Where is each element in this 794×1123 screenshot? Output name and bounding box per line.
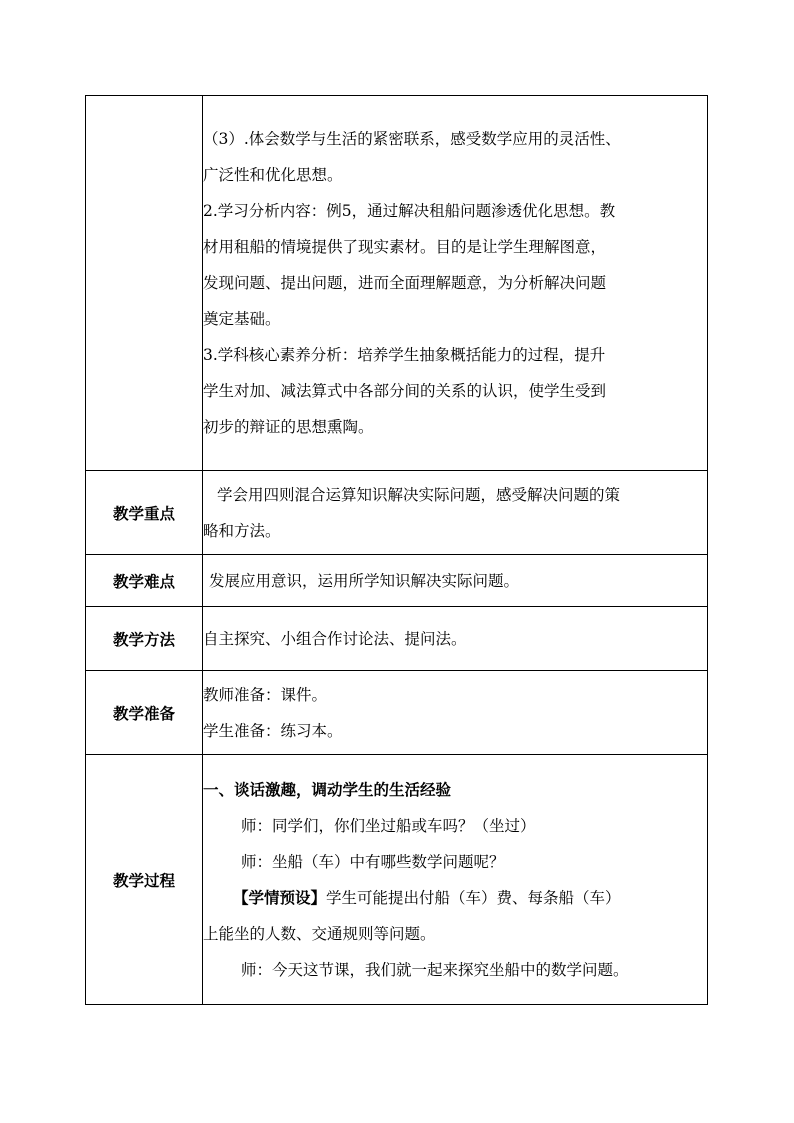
objectives-cell (203, 96, 708, 471)
content-line: 学生对加、减法算式中各部分间的关系的认识，使学生受到 (203, 382, 607, 400)
content-line: 初步的辩证的思想熏陶。 (203, 418, 374, 436)
content-line: 略和方法。 (203, 521, 281, 540)
preparation-row (86, 671, 708, 755)
content-line: 师：同学们，你们坐过船或车吗？（坐过） (241, 816, 536, 835)
process-cell (203, 755, 708, 1005)
row-label-process: 教学过程 (86, 755, 203, 1005)
row-label-difficulties: 教学难点 (86, 555, 203, 607)
preparation-cell (203, 671, 708, 755)
preset-tag: 【学情预设】 (233, 887, 327, 907)
content-line: 广泛性和优化思想。 (203, 166, 343, 184)
content-line: 2.学习分析内容：例5，通过解决租船问题渗透优化思想。教 (203, 202, 616, 220)
content-line: （3）.体会数学与生活的紧密联系，感受数学应用的灵活性、 (203, 130, 621, 148)
process-row (86, 755, 708, 1005)
content-line: 学生准备：练习本。 (203, 721, 343, 740)
row-label-empty (86, 96, 203, 471)
content-line: 上能坐的人数、交通规则等问题。 (203, 924, 436, 943)
content-line: 师：今天这节课，我们就一起来探究坐船中的数学问题。 (241, 960, 629, 979)
row-label-methods: 教学方法 (86, 607, 203, 671)
content-line: 师：坐船（车）中有哪些数学问题呢？ (241, 852, 505, 871)
methods-row (86, 607, 708, 671)
content-line: 学会用四则混合运算知识解决实际问题，感受解决问题的策 (217, 485, 621, 504)
content-line: 自主探究、小组合作讨论法、提问法。 (203, 629, 467, 648)
key-points-cell (203, 471, 708, 555)
row-label-preparation: 教学准备 (86, 671, 203, 755)
difficulties-cell (203, 555, 708, 607)
objectives-row (86, 96, 708, 471)
preset-text: 学生可能提出付船（车）费、每条船（车） (326, 888, 621, 907)
content-line: 发现问题、提出问题，进而全面理解题意，为分析解决问题 (203, 274, 607, 292)
difficulties-row (86, 555, 708, 607)
row-label-key-points: 教学重点 (86, 471, 203, 555)
content-line: 发展应用意识，运用所学知识解决实际问题。 (209, 571, 520, 590)
content-line: 3.学科核心素养分析：培养学生抽象概括能力的过程，提升 (203, 346, 606, 364)
content-line: 奠定基础。 (203, 310, 281, 328)
content-line: 教师准备：课件。 (203, 685, 328, 704)
preset-line (203, 880, 707, 916)
lesson-plan-table (85, 95, 708, 1005)
section-heading: 一、谈话激趣，调动学生的生活经验 (203, 779, 452, 799)
content-line: 材用租船的情境提供了现实素材。目的是让学生理解图意， (203, 238, 607, 256)
key-points-row (86, 471, 708, 555)
methods-cell (203, 607, 708, 671)
